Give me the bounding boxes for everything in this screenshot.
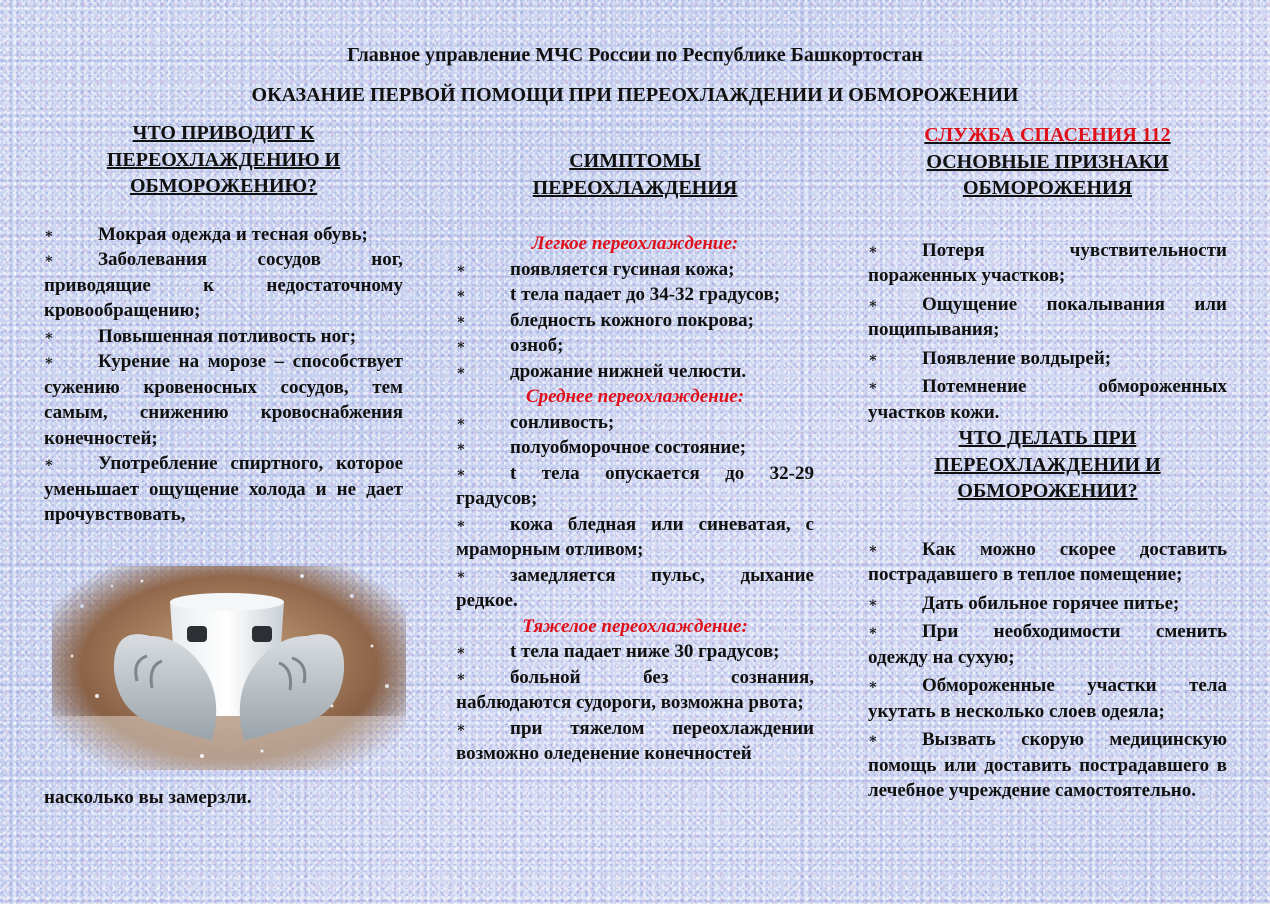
org-name: Главное управление МЧС России по Республике Башкортостан [347, 44, 923, 66]
cause-continuation [44, 785, 403, 811]
bullet-icon: ∗ [868, 732, 878, 747]
actions-heading-line: ОБМОРОЖЕНИИ? [957, 480, 1138, 502]
bullet-icon: ∗ [456, 644, 466, 659]
frostbite-heading-line: ОСНОВНЫЕ ПРИЗНАКИ [926, 150, 1169, 173]
symptom-item: ∗ больной без сознания, наблюдаются судороги, возможна рвота; [456, 666, 814, 713]
causes-heading-line: ПЕРЕОХЛАЖДЕНИЮ И [106, 148, 341, 171]
cause-item: ∗ Мокрая одежда и тесная обувь; [44, 222, 403, 248]
bullet-icon: ∗ [44, 456, 54, 471]
bullet-icon: ∗ [456, 414, 466, 430]
symptom-item: ∗ t тела падает ниже 30 градусов; [456, 639, 814, 665]
bullet-icon: ∗ [456, 440, 466, 455]
mild-hypothermia-title: Легкое переохлаждение: [531, 233, 739, 254]
symptom-item: ∗ дрожание нижней челюсти. [456, 359, 814, 385]
bullet-icon: ∗ [44, 226, 54, 242]
frostbite-heading-line: ОБМОРОЖЕНИЯ [962, 177, 1133, 199]
symptoms-heading-line: ПЕРЕОХЛАЖДЕНИЯ [532, 176, 738, 199]
action-item: ∗ Вызвать скорую медицинскую помощь или доставить пострадавшего в лечебное учреждение самостоятельно. [868, 729, 1227, 801]
symptom-item: ∗ при тяжелом переохлаждении возможно оледенение конечностей [456, 717, 814, 764]
bullet-icon: ∗ [868, 379, 878, 394]
symptom-item: ∗ озноб; [456, 333, 814, 359]
leaflet-title: ОКАЗАНИЕ ПЕРВОЙ ПОМОЩИ ПРИ ПЕРЕОХЛАЖДЕНИИ И ОБМОРОЖЕНИИ [251, 84, 1019, 106]
bullet-icon: ∗ [868, 541, 878, 557]
bullet-icon: ∗ [868, 678, 878, 693]
symptom-item: ∗ полуобморочное состояние; [456, 435, 814, 461]
sign-item: ∗ Потеря чувствительности пораженных участков; [868, 239, 1227, 286]
causes-heading [44, 120, 403, 200]
frostbite-heading [868, 122, 1227, 202]
bullet-icon: ∗ [456, 287, 466, 302]
actions-heading-line: ПЕРЕОХЛАЖДЕНИИ И [934, 453, 1161, 476]
bullet-icon: ∗ [456, 338, 466, 353]
symptom-item: ∗ бледность кожного покрова; [456, 308, 814, 334]
symptom-item: ∗ появляется гусиная кожа; [456, 257, 814, 283]
cause-item: ∗ Употребление спиртного, которое уменьшает ощущение холода и не дает прочувствовать, [44, 453, 403, 525]
cause-continuation-text: насколько вы замерзли. [44, 787, 252, 808]
bullet-icon: ∗ [868, 595, 878, 611]
symptoms-column [456, 148, 814, 767]
bullet-icon: ∗ [456, 363, 466, 379]
bullet-icon: ∗ [868, 624, 878, 639]
actions-heading-line: ЧТО ДЕЛАТЬ ПРИ [958, 427, 1137, 449]
action-item: ∗ При необходимости сменить одежду на сухую; [868, 621, 1227, 668]
causes-heading-line: ОБМОРОЖЕНИЮ? [129, 175, 318, 197]
bullet-icon: ∗ [456, 669, 466, 685]
emergency-service-number: СЛУЖБА СПАСЕНИЯ 112 [924, 124, 1171, 146]
bullet-icon: ∗ [868, 350, 878, 366]
sign-item: ∗ Ощущение покалывания или пощипывания; [868, 293, 1227, 340]
cause-item: ∗ Заболевания сосудов ног, приводящие к недостаточному кровообращению; [44, 249, 403, 321]
gloves-cup-photo [52, 566, 406, 770]
symptom-item: ∗ t тела опускается до 32-29 градусов; [456, 462, 814, 509]
bullet-icon: ∗ [44, 328, 54, 344]
symptoms-heading [456, 148, 814, 201]
bullet-icon: ∗ [456, 720, 466, 736]
sign-item: ∗ Потемнение обмороженных участков кожи. [868, 376, 1227, 423]
bullet-icon: ∗ [44, 252, 54, 267]
frostbite-column [868, 122, 1227, 804]
symptom-item: ∗ замедляется пульс, дыхание редкое. [456, 564, 814, 611]
cause-item: ∗ Повышенная потливость ног; [44, 324, 403, 350]
bullet-icon: ∗ [456, 465, 466, 481]
cause-item: ∗ Курение на морозе – способствует сужению кровеносных сосудов, тем самым, снижению кровоснабжения конечностей; [44, 351, 403, 449]
bullet-icon: ∗ [456, 261, 466, 277]
bullet-icon: ∗ [456, 516, 466, 532]
action-item: ∗ Как можно скорее доставить пострадавшего в теплое помещение; [868, 538, 1227, 585]
bullet-icon: ∗ [868, 296, 878, 312]
symptom-item: ∗ t тела падает до 34-32 градусов; [456, 282, 814, 308]
causes-column [44, 120, 403, 528]
symptoms-heading-line: СИМПТОМЫ [569, 150, 701, 172]
moderate-hypothermia-title: Среднее переохлаждение: [525, 386, 745, 407]
bullet-icon: ∗ [456, 312, 466, 328]
gloves-cup-illustration [52, 566, 406, 770]
symptom-item: ∗ сонливость; [456, 410, 814, 436]
action-item: ∗ Обмороженные участки тела укутать в несколько слоев одеяла; [868, 675, 1227, 722]
bullet-icon: ∗ [868, 242, 878, 258]
sign-item: ∗ Появление волдырей; [868, 346, 1227, 372]
bullet-icon: ∗ [44, 354, 54, 369]
bullet-icon: ∗ [456, 567, 466, 583]
causes-heading-line: ЧТО ПРИВОДИТ К [132, 122, 315, 144]
actions-heading [868, 425, 1227, 505]
severe-hypothermia-title: Тяжелое переохлаждение: [522, 615, 748, 637]
action-item: ∗ Дать обильное горячее питье; [868, 591, 1227, 617]
symptom-item: ∗ кожа бледная или синеватая, с мраморным отливом; [456, 513, 814, 560]
